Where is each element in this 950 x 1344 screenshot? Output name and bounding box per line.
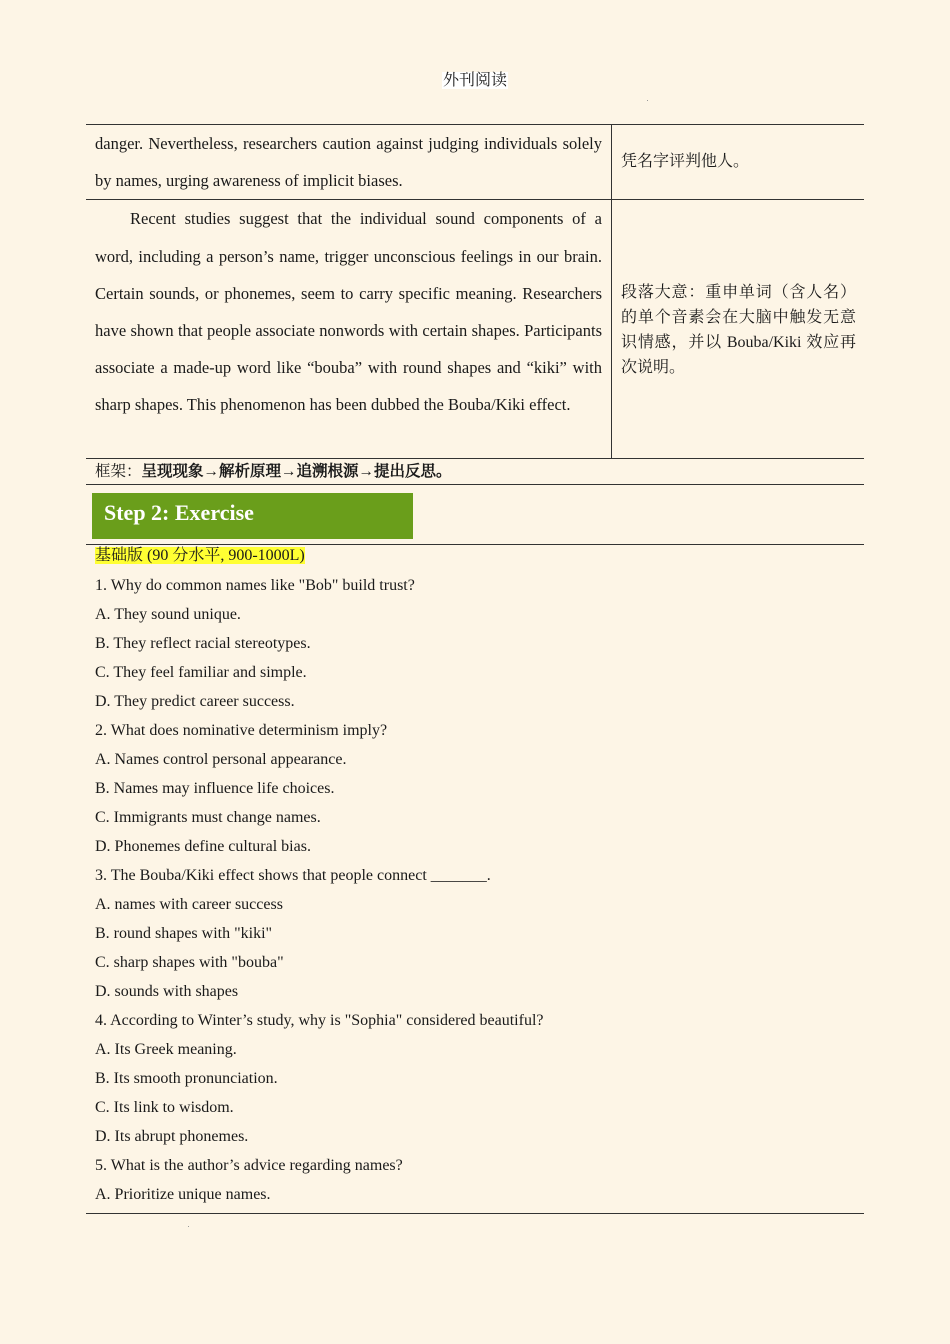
- question-text: 1. Why do common names like "Bob" build trust?: [95, 577, 415, 594]
- question-text: 3. The Bouba/Kiki effect shows that people connect _______.: [95, 867, 491, 884]
- option: B. round shapes with "kiki": [95, 925, 273, 942]
- decorative-dot: [647, 100, 648, 101]
- level-label: [95, 545, 305, 567]
- divider: [86, 1213, 864, 1214]
- chinese-cell: [612, 125, 865, 200]
- option: D. Its abrupt phonemes.: [95, 1128, 249, 1145]
- option: D. Phonemes define cultural bias.: [95, 838, 311, 855]
- table-row: [86, 200, 864, 459]
- framework-label: 框架：: [95, 463, 142, 480]
- option: C. Immigrants must change names.: [95, 809, 321, 826]
- step-banner: Step 2: Exercise: [92, 493, 413, 539]
- framework-content: 呈现现象→解析原理→追溯根源→提出反思。: [141, 463, 452, 480]
- option: A. names with career success: [95, 896, 283, 913]
- question-list: [95, 571, 855, 1209]
- option: C. sharp shapes with "bouba": [95, 954, 284, 971]
- chinese-summary: 凭名字评判他人。: [621, 153, 750, 170]
- chinese-summary: 段落大意：重申单词（含人名）的单个音素会在大脑中触发无意识情感，并以 Bouba/Kiki 效应再次说明。: [621, 284, 856, 377]
- reading-table: [86, 124, 864, 458]
- option: C. Its link to wisdom.: [95, 1099, 234, 1116]
- option: C. They feel familiar and simple.: [95, 664, 307, 681]
- chinese-cell: [612, 200, 865, 459]
- option: A. Its Greek meaning.: [95, 1041, 237, 1058]
- question-text: 5. What is the author’s advice regarding names?: [95, 1157, 403, 1174]
- option: A. Prioritize unique names.: [95, 1186, 271, 1203]
- english-paragraph: Recent studies suggest that the individual sound components of a word, including a person’s name, trigger unconscious feelings in our brain. Certain sounds, or phonemes, seem to carry specific meaning. Researchers have shown that people associate nonwords with certain shapes. Participants associate a made-up word like “bouba” with round shapes and “kiki” with sharp shapes. This phenomenon has been dubbed the Bouba/Kiki effect.: [95, 209, 602, 415]
- english-cell: [86, 200, 612, 459]
- option: D. They predict career success.: [95, 693, 295, 710]
- option: A. They sound unique.: [95, 606, 241, 623]
- framework-line: [86, 458, 864, 485]
- option: B. Its smooth pronunciation.: [95, 1070, 278, 1087]
- option: A. Names control personal appearance.: [95, 751, 347, 768]
- page-header: [0, 67, 950, 90]
- question-text: 4. According to Winter’s study, why is "Sophia" considered beautiful?: [95, 1012, 544, 1029]
- english-paragraph: danger. Nevertheless, researchers caution against judging individuals solely by names, urging awareness of implicit biases.: [95, 134, 602, 191]
- header-title: 外刊阅读: [442, 72, 507, 89]
- decorative-dot: [188, 1226, 189, 1227]
- level-label-text: 基础版 (90 分水平, 900-1000L): [95, 547, 305, 564]
- option: B. Names may influence life choices.: [95, 780, 335, 797]
- english-cell: [86, 125, 612, 200]
- option: B. They reflect racial stereotypes.: [95, 635, 311, 652]
- question-text: 2. What does nominative determinism imply?: [95, 722, 388, 739]
- option: D. sounds with shapes: [95, 983, 239, 1000]
- table-row: [86, 125, 864, 200]
